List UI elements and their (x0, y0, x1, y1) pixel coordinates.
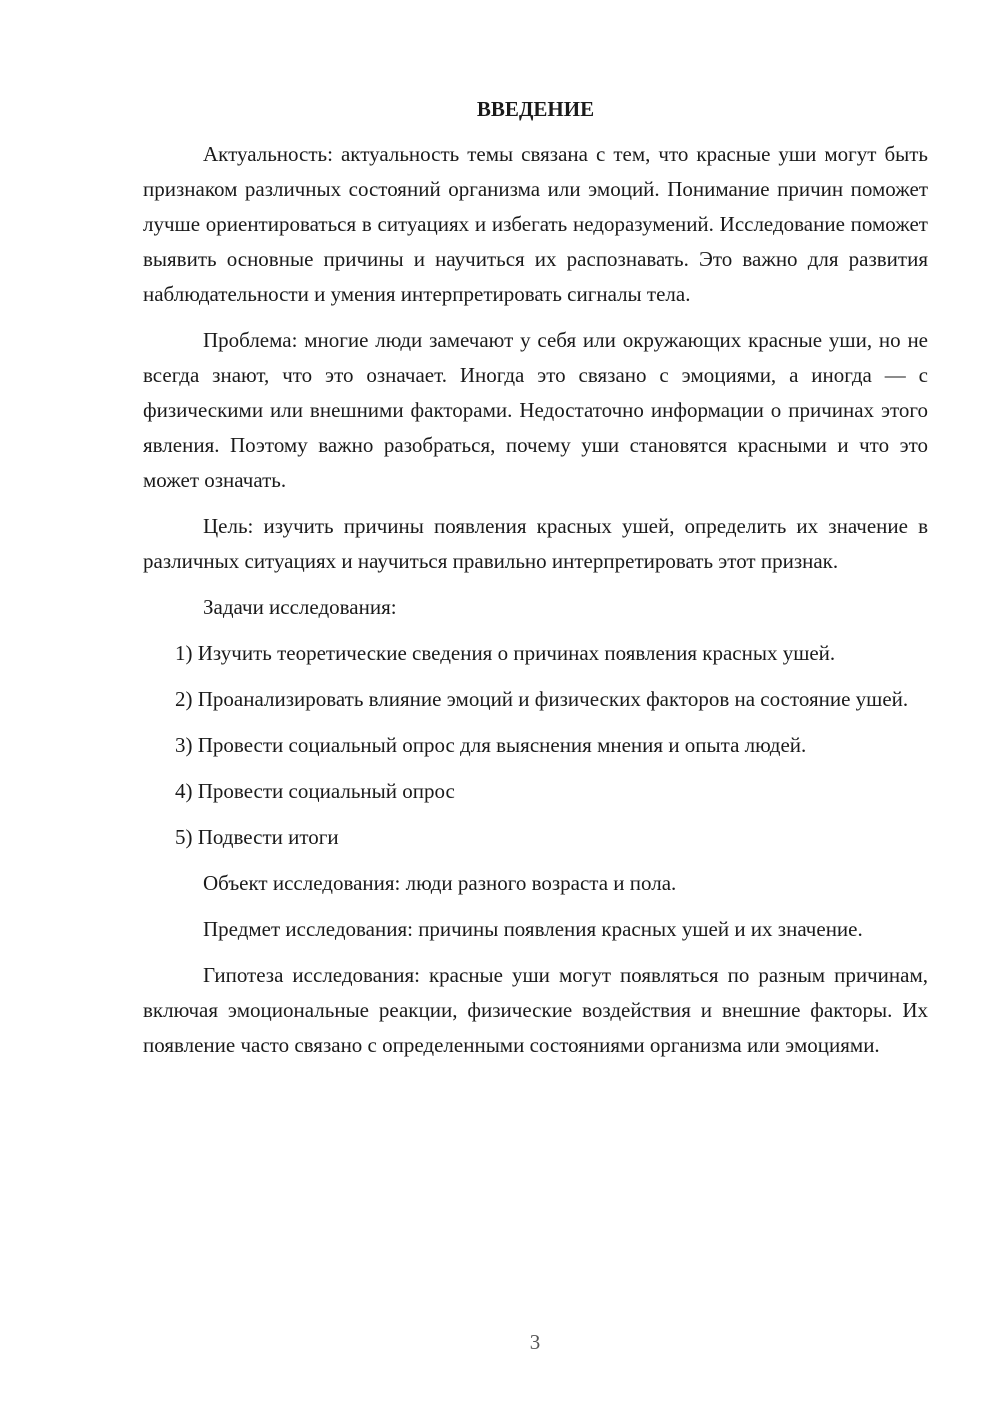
page-number: 3 (529, 1330, 541, 1354)
task-item-2: 2) Проанализировать влияние эмоций и физических факторов на состояние ушей. (175, 687, 909, 711)
task-item-5: 5) Подвести итоги (175, 825, 339, 849)
task-item-4: 4) Провести социальный опрос (175, 779, 455, 803)
subject-paragraph: Предмет исследования: причины появления красных ушей и их значение. (203, 917, 863, 941)
document-heading: ВВЕДЕНИЕ (476, 97, 595, 121)
task-item-3: 3) Провести социальный опрос для выяснения мнения и опыта людей. (175, 733, 807, 757)
goal-paragraph: Цель: изучить причины появления красных ушей, определить их значение в различных ситуациях и научиться правильно интерпретировать этот признак. (143, 514, 928, 573)
document-page (143, 92, 928, 1074)
object-paragraph: Объект исследования: люди разного возраста и пола. (203, 871, 677, 895)
tasks-title: Задачи исследования: (203, 595, 397, 619)
problem-paragraph: Проблема: многие люди замечают у себя или окружающих красные уши, но не всегда знают, что это означает. Иногда это связано с эмоциями, а иногда — с физическими или внешними факторами. Недостаточно информации о причинах этого явления. Поэтому важно разобраться, почему уши становятся красными и что это может означать. (143, 328, 928, 492)
task-item-1: 1) Изучить теоретические сведения о причинах появления красных ушей. (175, 641, 836, 665)
relevance-paragraph: Актуальность: актуальность темы связана с тем, что красные уши могут быть признаком различных состояний организма или эмоций. Понимание причин поможет лучше ориентироваться в ситуациях и избегать недоразумений. Исследование поможет выявить основные причины и научиться их распознавать. Это важно для развития наблюдательности и умения интерпретировать сигналы тела. (143, 142, 928, 306)
hypothesis-paragraph: Гипотеза исследования: красные уши могут появляться по разным причинам, включая эмоциональные реакции, физические воздействия и внешние факторы. Их появление часто связано с определенными состояниями организма или эмоциями. (143, 963, 928, 1057)
